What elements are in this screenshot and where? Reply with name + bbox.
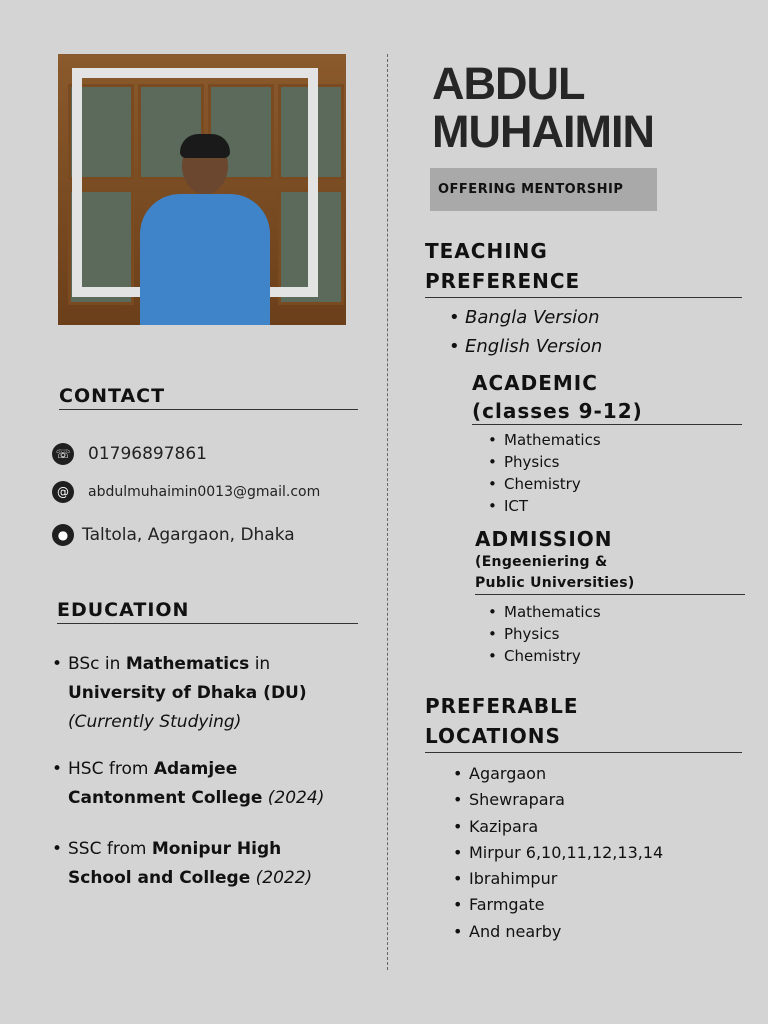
locations-rule xyxy=(425,752,742,753)
list-item: • Bangla Version xyxy=(449,303,602,332)
location-list xyxy=(453,761,663,945)
list-item: • English Version xyxy=(449,332,602,361)
list-item: • Mathematics xyxy=(488,601,601,623)
admission-subject-list xyxy=(488,601,601,667)
contact-email xyxy=(52,481,320,503)
education-item: • BSc in Mathematics in University of Dhaka (DU) (Currently Studying) xyxy=(52,650,372,737)
admission-subtitle: (Engeeniering & Public Universities) xyxy=(475,554,635,591)
phone-icon: ☏ xyxy=(52,443,74,465)
education-section xyxy=(57,599,358,624)
teaching-section xyxy=(425,236,742,298)
list-item: • Kazipara xyxy=(453,814,663,840)
list-item: • Mirpur 6,10,11,12,13,14 xyxy=(453,840,663,866)
contact-section xyxy=(59,385,358,410)
list-item: • ICT xyxy=(488,495,601,517)
academic-section xyxy=(472,369,742,425)
version-list xyxy=(449,303,602,361)
teaching-rule xyxy=(425,297,742,298)
list-item: • Ibrahimpur xyxy=(453,866,663,892)
education-rule xyxy=(57,623,358,624)
address-text: Taltola, Agargaon, Dhaka xyxy=(82,525,295,545)
list-item: • Chemistry xyxy=(488,473,601,495)
admission-title: ADMISSION xyxy=(475,527,613,551)
tagline-text: OFFERING MENTORSHIP xyxy=(438,182,624,197)
list-item: • Agargaon xyxy=(453,761,663,787)
profile-photo xyxy=(58,54,346,325)
last-name: MUHAIMIN xyxy=(432,106,654,157)
teaching-title: TEACHING PREFERENCE xyxy=(425,239,581,293)
at-icon: @ xyxy=(52,481,74,503)
first-name: ABDUL xyxy=(432,58,585,109)
education-title: EDUCATION xyxy=(57,599,190,621)
contact-title: CONTACT xyxy=(59,385,166,407)
academic-subject-list xyxy=(488,429,601,517)
list-item: • Farmgate xyxy=(453,892,663,918)
contact-address xyxy=(52,524,295,546)
list-item: • Chemistry xyxy=(488,645,601,667)
list-item: • Mathematics xyxy=(488,429,601,451)
education-item: • HSC from Adamjee Cantonment College (2024) xyxy=(52,755,372,813)
academic-title: ACADEMIC (classes 9-12) xyxy=(472,371,643,423)
list-item: • Physics xyxy=(488,623,601,645)
contact-phone xyxy=(52,443,207,465)
admission-rule xyxy=(475,594,745,595)
email-address[interactable]: abdulmuhaimin0013@gmail.com xyxy=(88,484,321,500)
education-item: • SSC from Monipur High School and College (2022) xyxy=(52,835,372,893)
column-divider xyxy=(387,54,388,970)
tagline-badge xyxy=(430,168,657,211)
full-name xyxy=(432,60,654,156)
list-item: • Physics xyxy=(488,451,601,473)
location-pin-icon: ● xyxy=(52,524,74,546)
admission-section xyxy=(475,526,745,595)
contact-rule xyxy=(59,409,358,410)
phone-number[interactable]: 01796897861 xyxy=(88,444,207,464)
locations-title: PREFERABLE LOCATIONS xyxy=(425,694,579,748)
list-item: • Shewrapara xyxy=(453,787,663,813)
locations-section xyxy=(425,691,742,753)
list-item: • And nearby xyxy=(453,919,663,945)
person-figure xyxy=(140,194,270,325)
